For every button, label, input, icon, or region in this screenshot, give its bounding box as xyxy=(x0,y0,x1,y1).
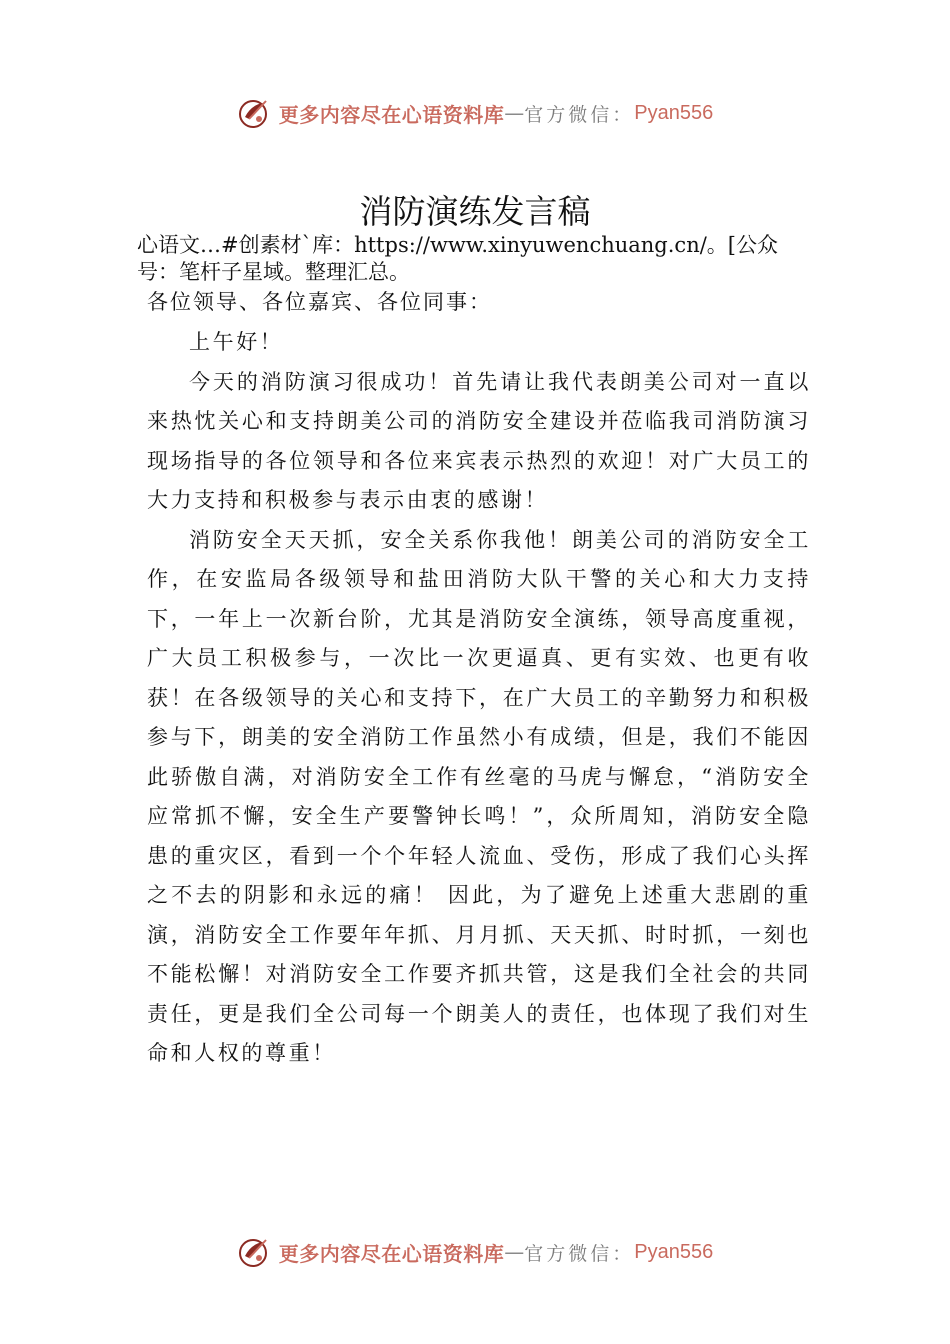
salutation: 各位领导、各位嘉宾、各位同事： xyxy=(147,290,492,314)
paragraph: 消防安全天天抓，安全关系你我他！朗美公司的消防安全工作，在安监局各级领导和盐田消防大队干警的关心和大力支持下，一年上一次新台阶，尤其是消防安全演练，领导高度重视，广大员工积极参与，一次比一次更逼真、更有实效、也更有收获！在各级领导的关心和支持下，在广大员工的辛勤努力和积极参与下，朗美的安全消防工作虽然小有成绩，但是，我们不能因此骄傲自满，对消防安全工作有丝毫的马虎与懈怠，“消防安全应常抓不懈，安全生产要警钟长鸣！”，众所周知，消防安全隐患的重灾区，看到一个个年轻人流血、受伤，形成了我们心头挥之不去的阴影和永远的痛！ 因此，为了避免上述重大悲剧的重演，消防安全工作要年年抓、月月抓、天天抓、时时抓，一刻也不能松懈！对消防安全工作要齐抓共管，这是我们全社会的共同责任，更是我们全公司每一个朗美人的责任，也体现了我们对生命和人权的尊重！ xyxy=(147,527,811,1065)
banner-brand-text: 更多内容尽在心语资料库 xyxy=(278,1241,505,1266)
logo-icon xyxy=(237,1234,273,1270)
banner-separator: — xyxy=(504,101,525,125)
banner-wechat-label: 官方微信： xyxy=(524,1242,635,1265)
header-banner xyxy=(0,93,950,133)
source-line: 心语文…#创素材`库：https://www.xinyuwenchuang.cn/。[公众号：笔杆子星域。整理汇总。 xyxy=(137,233,778,284)
banner-separator: — xyxy=(504,1240,525,1264)
logo-icon xyxy=(237,95,273,131)
speech-body xyxy=(147,323,811,1074)
footer-banner xyxy=(0,1232,950,1272)
banner-wechat-label: 官方微信： xyxy=(524,103,635,126)
banner-brand-text: 更多内容尽在心语资料库 xyxy=(278,102,505,127)
banner-wechat-id: Pyan556 xyxy=(634,101,714,124)
paragraph: 今天的消防演习很成功！首先请让我代表朗美公司对一直以来热忱关心和支持朗美公司的消防安全建设并莅临我司消防演习现场指导的各位领导和各位来宾表示热烈的欢迎！对广大员工的大力支持和积极参与表示由衷的感谢！ xyxy=(147,369,811,512)
banner-wechat-id: Pyan556 xyxy=(634,1240,714,1263)
document-title: 消防演练发言稿 xyxy=(359,192,591,231)
paragraph: 上午好！ xyxy=(189,330,284,354)
